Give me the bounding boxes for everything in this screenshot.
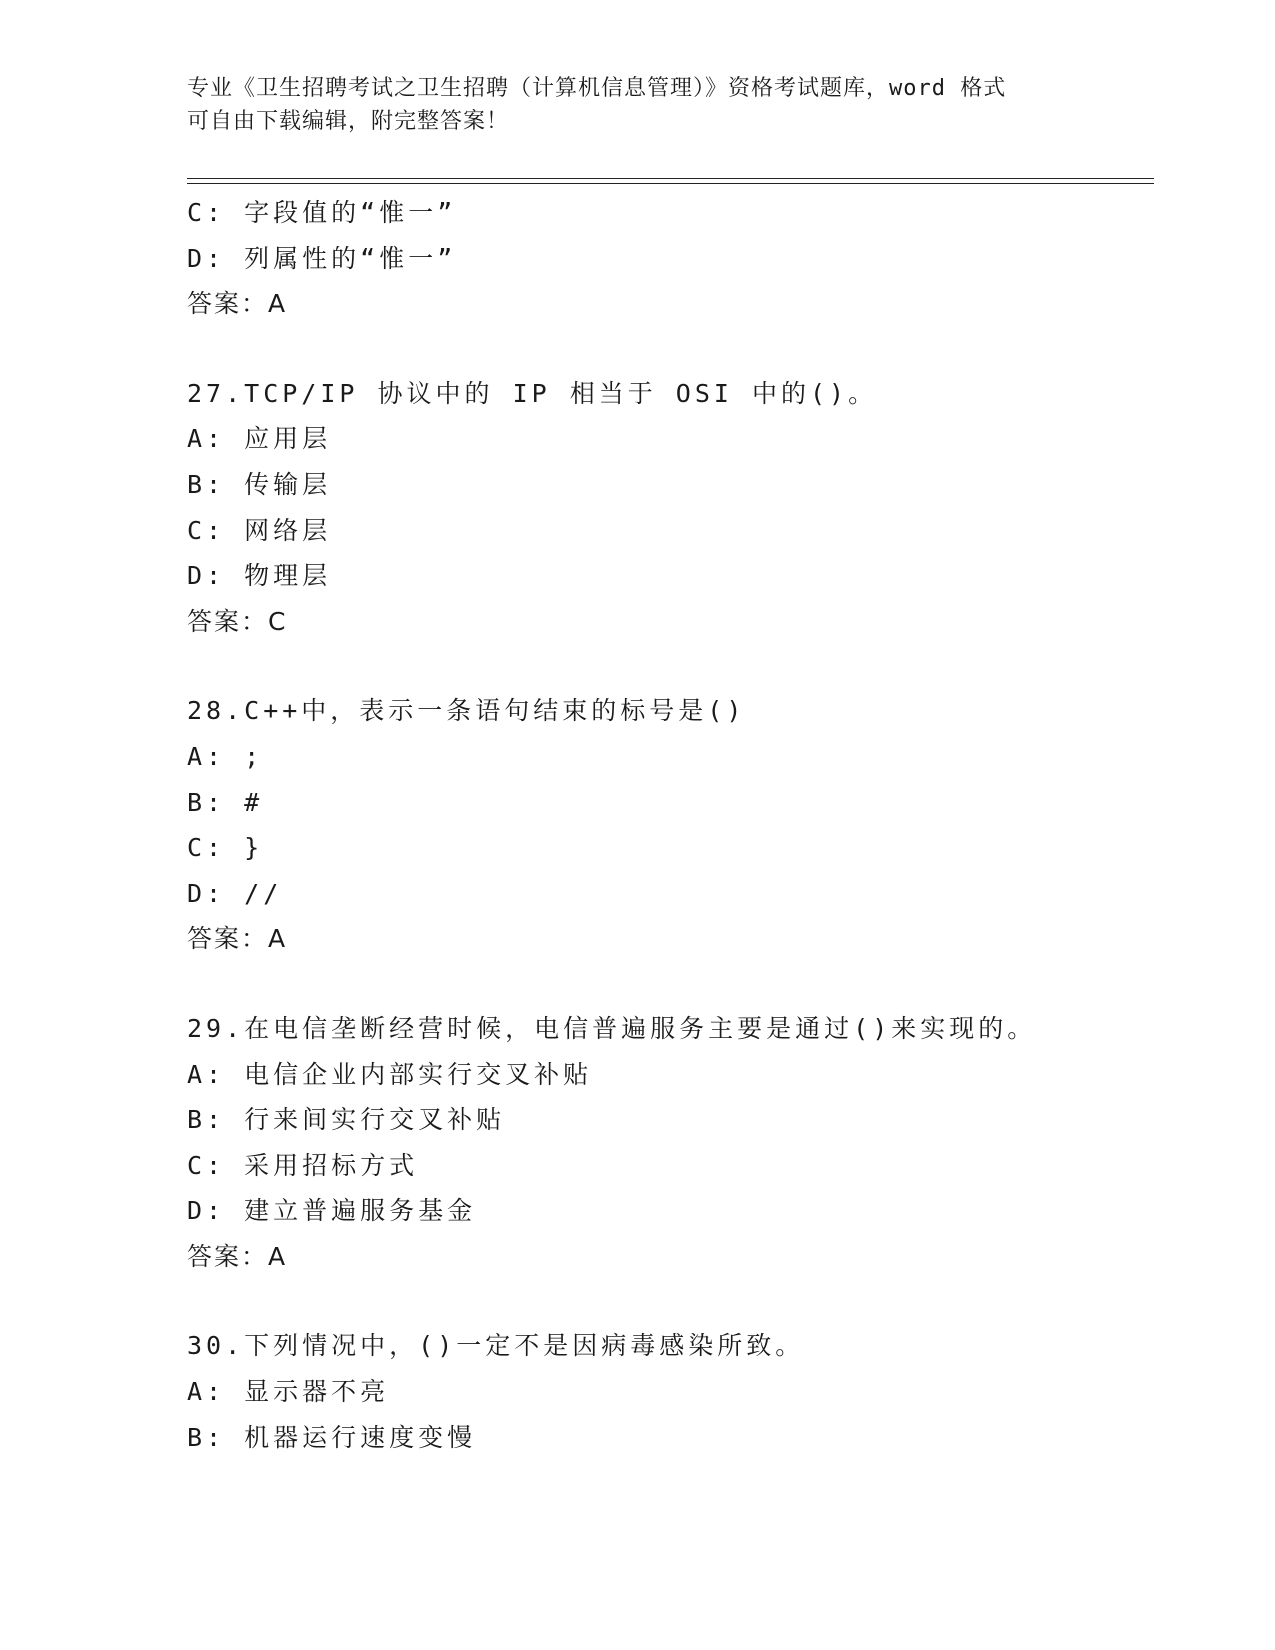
option-text: 物理层 [244,561,332,591]
option-text: 显示器不亮 [244,1377,390,1407]
header-divider-bottom [187,183,1154,184]
question-28: 28.C++中，表示一条语句结束的标号是() [187,696,746,726]
option-text: 应用层 [244,424,332,454]
option-label: A: [187,1377,226,1407]
option-text: 建立普遍服务基金 [244,1196,477,1226]
option-label: C: [187,198,226,227]
question-27: 27.TCP/IP 协议中的 IP 相当于 OSI 中的()。 [187,378,878,408]
answer-line: 答案：C [187,606,288,636]
option-b [187,462,1147,508]
option-text: // [244,878,283,908]
option-text: 列属性的“惟一” [244,243,457,273]
option-text: } [244,833,264,863]
option-label: C: [187,833,226,863]
option-c [187,825,1147,871]
header-line-2: 可自由下载编辑，附完整答案！ [187,109,510,134]
header-divider-top [187,178,1154,179]
option-label: D: [187,561,226,591]
option-a [187,1369,1147,1415]
option-a [187,734,1147,780]
option-label: B: [187,1105,226,1135]
option-d [187,871,1147,917]
option-text: 行来间实行交叉补贴 [244,1105,506,1135]
option-label: B: [187,787,226,817]
option-label: D: [187,1196,226,1226]
option-text: 传输层 [244,469,332,499]
option-b [187,1097,1147,1143]
option-label: A: [187,424,226,454]
option-text: 网络层 [244,515,332,545]
option-d [187,553,1147,599]
answer-line: 答案：A [187,289,288,319]
option-label: D: [187,243,226,273]
option-label: C: [187,515,226,545]
question-list [187,190,1147,1460]
option-c [187,1143,1147,1189]
option-text: 采用招标方式 [244,1150,419,1180]
option-b [187,780,1147,826]
option-label: C: [187,1150,226,1180]
question-30: 30.下列情况中，()一定不是因病毒感染所致。 [187,1331,805,1361]
option-d [187,236,1147,282]
header-line-1: 专业《卫生招聘考试之卫生招聘（计算机信息管理）》资格考试题库，word 格式 [187,76,1007,101]
answer-line: 答案：A [187,924,288,954]
option-a [187,416,1147,462]
question-29: 29.在电信垄断经营时候，电信普遍服务主要是通过()来实现的。 [187,1013,1037,1043]
option-text: 机器运行速度变慢 [244,1422,477,1452]
option-d [187,1188,1147,1234]
answer-line: 答案：A [187,1241,288,1271]
option-a [187,1052,1147,1098]
option-label: B: [187,1422,226,1452]
option-text: 字段值的“惟一” [244,198,457,227]
option-label: B: [187,469,226,499]
option-label: A: [187,741,226,771]
option-c [187,508,1147,554]
option-label: A: [187,1059,226,1089]
option-label: D: [187,878,226,908]
option-b [187,1415,1147,1461]
option-text: 电信企业内部实行交叉补贴 [244,1059,593,1089]
option-text: ; [244,741,264,771]
option-text: # [244,787,264,817]
option-c [187,190,1147,236]
document-header [187,72,1087,138]
